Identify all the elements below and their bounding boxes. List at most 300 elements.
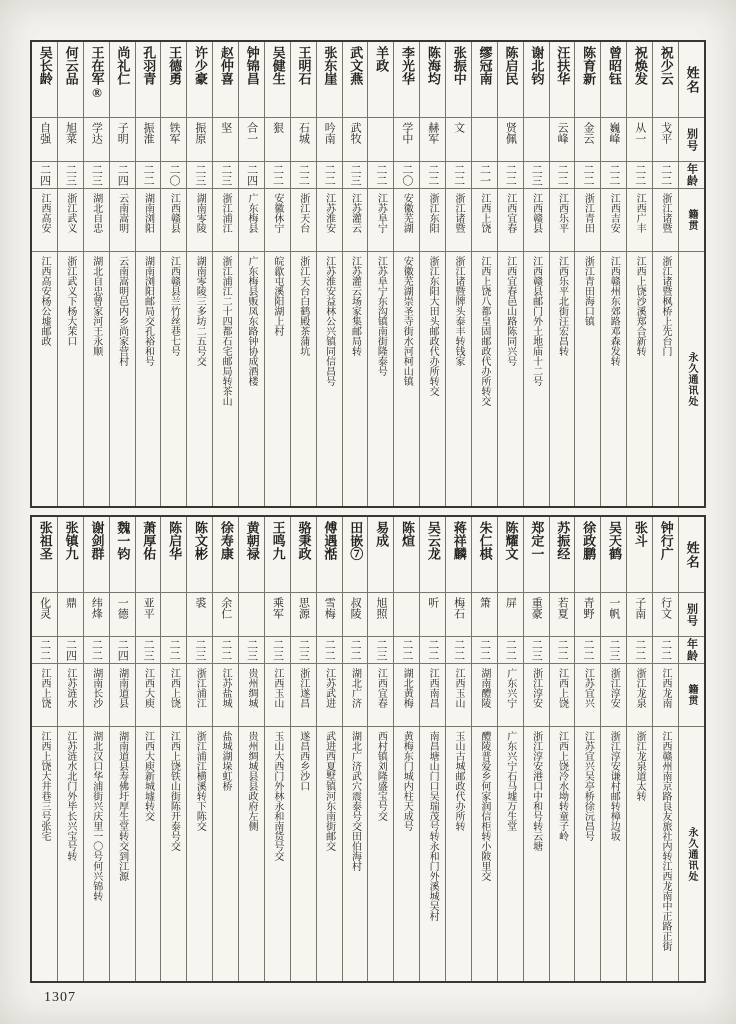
person-age: 二二 bbox=[607, 164, 620, 186]
person-age: 二二 bbox=[38, 639, 51, 661]
person-age: 二三 bbox=[219, 164, 232, 186]
person-origin-cell bbox=[472, 189, 497, 252]
person-name: 缪冠南 bbox=[477, 46, 493, 85]
person-age: 二四 bbox=[64, 639, 77, 661]
person-address-cell bbox=[187, 727, 212, 981]
person-age-cell bbox=[368, 162, 393, 189]
person-column bbox=[393, 517, 419, 981]
person-alias-cell bbox=[58, 118, 83, 162]
person-age-cell bbox=[627, 162, 652, 189]
directory-table-top bbox=[30, 40, 706, 508]
person-column bbox=[109, 42, 135, 506]
header-name-label: 姓名 bbox=[684, 540, 700, 569]
person-column bbox=[600, 517, 626, 981]
person-origin-cell bbox=[601, 189, 626, 252]
person-age: 二〇 bbox=[400, 164, 413, 186]
person-address-cell bbox=[291, 252, 316, 506]
person-alias-cell bbox=[110, 593, 135, 637]
person-address-cell bbox=[446, 727, 471, 981]
person-alias: 若夏 bbox=[556, 597, 569, 619]
header-alias-cell bbox=[679, 118, 704, 162]
person-origin: 江西南昌 bbox=[427, 668, 439, 708]
person-alias: 重豪 bbox=[530, 597, 543, 619]
person-age-cell bbox=[239, 162, 264, 189]
person-name: 许少豪 bbox=[192, 46, 208, 85]
person-name-cell bbox=[84, 42, 109, 118]
person-alias: 合一 bbox=[245, 122, 258, 144]
person-column bbox=[238, 517, 264, 981]
person-name-cell bbox=[265, 42, 290, 118]
person-origin: 广东兴宁 bbox=[504, 668, 516, 708]
person-age-cell bbox=[524, 162, 549, 189]
person-address: 武进西夏墅镇河东南街邮交 bbox=[323, 731, 335, 851]
person-age: 二二 bbox=[504, 164, 517, 186]
person-alias: 狠 bbox=[271, 122, 284, 133]
person-alias: 学中 bbox=[400, 122, 413, 144]
person-address-cell bbox=[524, 727, 549, 981]
person-column bbox=[471, 517, 497, 981]
person-column bbox=[445, 517, 471, 981]
person-alias-cell bbox=[265, 118, 290, 162]
person-origin-cell bbox=[265, 189, 290, 252]
person-name: 易成 bbox=[374, 521, 390, 547]
person-name: 武文燕 bbox=[348, 46, 364, 85]
person-alias: 贤佩 bbox=[504, 122, 517, 144]
person-column bbox=[574, 517, 600, 981]
person-address-cell bbox=[550, 727, 575, 981]
person-alias-cell bbox=[524, 593, 549, 637]
person-name: 祝少云 bbox=[658, 46, 674, 85]
person-age-cell bbox=[368, 637, 393, 664]
person-age: 二二 bbox=[581, 639, 594, 661]
person-alias-cell bbox=[213, 118, 238, 162]
person-alias: 一帆 bbox=[607, 597, 620, 619]
person-origin: 江西吉安 bbox=[608, 193, 620, 233]
person-address: 玉山大西门外林永和南货号交 bbox=[271, 731, 283, 861]
person-name-cell bbox=[627, 42, 652, 118]
person-origin-cell bbox=[343, 189, 368, 252]
person-address-cell bbox=[524, 252, 549, 506]
person-address-cell bbox=[575, 727, 600, 981]
person-age: 二二 bbox=[400, 639, 413, 661]
person-age-cell bbox=[498, 162, 523, 189]
person-alias: 鼎 bbox=[64, 597, 77, 608]
person-origin-cell bbox=[653, 664, 678, 727]
person-name: 陈海均 bbox=[425, 46, 441, 85]
person-alias: 武牧 bbox=[349, 122, 362, 144]
person-age: 二三 bbox=[374, 639, 387, 661]
person-name: 王鸣九 bbox=[270, 521, 286, 560]
person-alias-cell bbox=[32, 118, 57, 162]
person-alias: 行文 bbox=[659, 597, 672, 619]
person-alias: 振原 bbox=[193, 122, 206, 144]
person-address-cell bbox=[420, 727, 445, 981]
person-name-cell bbox=[187, 42, 212, 118]
person-alias-cell bbox=[601, 593, 626, 637]
person-address-cell bbox=[239, 252, 264, 506]
person-alias-cell bbox=[446, 593, 471, 637]
person-alias: 云峰 bbox=[556, 122, 569, 144]
person-origin-cell bbox=[161, 189, 186, 252]
person-alias: 文 bbox=[452, 122, 465, 133]
person-origin-cell bbox=[472, 664, 497, 727]
person-alias-cell bbox=[265, 593, 290, 637]
person-name-cell bbox=[524, 517, 549, 593]
person-name: 钟行广 bbox=[658, 521, 674, 560]
header-alias-label: 别号 bbox=[685, 127, 698, 152]
person-address: 江苏淮安益林公兴镇同信昌号 bbox=[323, 256, 335, 386]
person-age-cell bbox=[550, 162, 575, 189]
person-alias-cell bbox=[32, 593, 57, 637]
person-name-cell bbox=[575, 517, 600, 593]
person-name-cell bbox=[187, 517, 212, 593]
person-name: 祝焕发 bbox=[632, 46, 648, 85]
person-age: 二二 bbox=[659, 639, 672, 661]
person-address-cell bbox=[58, 252, 83, 506]
person-column bbox=[367, 42, 393, 506]
person-address: 浙江浦江横溪转下陈交 bbox=[194, 731, 206, 831]
person-alias: 戈平 bbox=[659, 122, 672, 144]
person-alias-cell bbox=[239, 593, 264, 637]
person-origin: 江苏涟水 bbox=[64, 668, 76, 708]
person-address-cell bbox=[110, 727, 135, 981]
person-alias: 从一 bbox=[633, 122, 646, 144]
person-alias: 一德 bbox=[116, 597, 129, 619]
person-name-cell bbox=[420, 517, 445, 593]
person-address: 安徽芜湖崇圣寺街水河柯山镇 bbox=[401, 256, 413, 386]
person-column bbox=[600, 42, 626, 506]
person-address: 浙江淳安港口中和号转云塘 bbox=[530, 731, 542, 851]
person-column bbox=[549, 517, 575, 981]
person-origin-cell bbox=[420, 664, 445, 727]
person-address-cell bbox=[84, 727, 109, 981]
person-age: 二二 bbox=[581, 164, 594, 186]
person-address: 湖南浏阳邮局交孔裕和号 bbox=[142, 256, 154, 366]
person-address: 浙江浦江二十四都石宅邮局转茶山 bbox=[220, 256, 232, 406]
person-name: 陈启华 bbox=[167, 521, 183, 560]
person-address: 江西上饶铁山街陈开泰号交 bbox=[168, 731, 180, 851]
person-origin-cell bbox=[317, 664, 342, 727]
person-name-cell bbox=[265, 517, 290, 593]
person-origin-cell bbox=[446, 664, 471, 727]
person-age: 二三 bbox=[297, 639, 310, 661]
person-name: 谢北钧 bbox=[529, 46, 545, 85]
person-alias: 箫 bbox=[478, 597, 491, 608]
person-name-cell bbox=[653, 42, 678, 118]
person-alias: 旭照 bbox=[374, 597, 387, 619]
person-age-cell bbox=[291, 637, 316, 664]
person-name: 羊政 bbox=[374, 46, 390, 72]
person-address: 浙江诸暨牌头泰丰转钱家 bbox=[453, 256, 465, 366]
person-alias-cell bbox=[575, 593, 600, 637]
person-address: 西村镇刘隆盛宝号交 bbox=[375, 731, 387, 821]
person-name-cell bbox=[575, 42, 600, 118]
person-origin: 浙江青田 bbox=[582, 193, 594, 233]
person-origin: 江西上饶 bbox=[478, 193, 490, 233]
person-age-cell bbox=[394, 162, 419, 189]
person-address: 湖南道县寿佛圩厚生堂转交到江源 bbox=[116, 731, 128, 881]
person-name: 徐政鹏 bbox=[581, 521, 597, 560]
person-origin-cell bbox=[32, 189, 57, 252]
person-alias: 铁军 bbox=[167, 122, 180, 144]
person-age-cell bbox=[524, 637, 549, 664]
person-origin-cell bbox=[58, 189, 83, 252]
person-origin: 浙江武义 bbox=[64, 193, 76, 233]
person-age-cell bbox=[601, 637, 626, 664]
person-address-cell bbox=[265, 252, 290, 506]
person-age-cell bbox=[161, 637, 186, 664]
person-name-cell bbox=[291, 42, 316, 118]
person-name-cell bbox=[498, 42, 523, 118]
person-origin: 湖南零陵 bbox=[194, 193, 206, 233]
person-alias-cell bbox=[394, 118, 419, 162]
person-alias-cell bbox=[161, 118, 186, 162]
person-name: 何云品 bbox=[63, 46, 79, 85]
person-address: 浙江天台白鹤殿茶蒲坑 bbox=[297, 256, 309, 356]
person-address-cell bbox=[213, 727, 238, 981]
person-origin: 浙江淳安 bbox=[530, 668, 542, 708]
person-name-cell bbox=[110, 42, 135, 118]
person-age-cell bbox=[446, 637, 471, 664]
person-origin-cell bbox=[524, 189, 549, 252]
header-column bbox=[678, 517, 704, 981]
person-name-cell bbox=[136, 517, 161, 593]
person-age-cell bbox=[653, 637, 678, 664]
person-column bbox=[523, 42, 549, 506]
person-alias: 青野 bbox=[581, 597, 594, 619]
person-name: 陈启民 bbox=[503, 46, 519, 85]
person-origin-cell bbox=[575, 664, 600, 727]
person-name: 赵仲喜 bbox=[218, 46, 234, 85]
person-name-cell bbox=[498, 517, 523, 593]
person-age-cell bbox=[110, 637, 135, 664]
person-origin: 浙江遂昌 bbox=[297, 668, 309, 708]
person-alias-cell bbox=[84, 118, 109, 162]
person-age: 二一 bbox=[478, 164, 491, 186]
person-address-cell bbox=[58, 727, 83, 981]
person-origin: 湖南长沙 bbox=[90, 668, 102, 708]
person-name: 苏振经 bbox=[555, 521, 571, 560]
person-origin: 江西高安 bbox=[39, 193, 51, 233]
person-address: 湖南零陵三多坊二五号交 bbox=[194, 256, 206, 366]
person-age-cell bbox=[627, 637, 652, 664]
person-name-cell bbox=[394, 517, 419, 593]
person-alias: 屏 bbox=[504, 597, 517, 608]
person-origin-cell bbox=[58, 664, 83, 727]
person-age: 二三 bbox=[349, 164, 362, 186]
person-address: 江西赣县兰竹丝巷七号 bbox=[168, 256, 180, 356]
person-column bbox=[160, 42, 186, 506]
person-column bbox=[445, 42, 471, 506]
person-address: 玉山古城邮政代办所转 bbox=[453, 731, 465, 831]
header-origin-label: 籍贯 bbox=[685, 209, 697, 231]
person-alias-cell bbox=[601, 118, 626, 162]
header-origin-label: 籍贯 bbox=[685, 684, 697, 706]
person-name-cell bbox=[472, 517, 497, 593]
person-age: 二四 bbox=[245, 164, 258, 186]
person-age: 二二 bbox=[556, 164, 569, 186]
person-column bbox=[574, 42, 600, 506]
header-address-label: 永久通讯处 bbox=[685, 826, 697, 882]
person-name-cell bbox=[343, 517, 368, 593]
person-age-cell bbox=[472, 637, 497, 664]
person-name-cell bbox=[239, 42, 264, 118]
person-name: 陈煊 bbox=[399, 521, 415, 547]
person-name: 王在军® bbox=[89, 46, 105, 100]
person-column bbox=[523, 517, 549, 981]
person-origin: 江西上饶 bbox=[556, 668, 568, 708]
person-alias: 叔陵 bbox=[349, 597, 362, 619]
person-column bbox=[264, 42, 290, 506]
person-alias: 亚平 bbox=[142, 597, 155, 619]
person-column bbox=[160, 517, 186, 981]
person-address: 浙江东阳大田头邮政代办所转交 bbox=[427, 256, 439, 396]
person-age: 二二 bbox=[271, 164, 284, 186]
person-origin-cell bbox=[627, 664, 652, 727]
person-address-cell bbox=[394, 252, 419, 506]
person-name-cell bbox=[291, 517, 316, 593]
person-age-cell bbox=[136, 637, 161, 664]
person-address: 浙江武义下杨大茉口 bbox=[64, 256, 76, 346]
header-age-label: 年龄 bbox=[685, 163, 698, 187]
person-origin: 浙江浦江 bbox=[220, 193, 232, 233]
person-origin-cell bbox=[550, 189, 575, 252]
person-address: 浙江淳安谦村邮转樟边坂 bbox=[608, 731, 620, 841]
person-column bbox=[393, 42, 419, 506]
person-age-cell bbox=[446, 162, 471, 189]
person-name: 魏一钧 bbox=[115, 521, 131, 560]
person-column bbox=[109, 517, 135, 981]
person-origin-cell bbox=[394, 189, 419, 252]
person-column bbox=[652, 42, 678, 506]
person-origin-cell bbox=[136, 664, 161, 727]
person-origin: 江西赣县 bbox=[168, 193, 180, 233]
person-address: 江西乐平北街汪宏昌转 bbox=[556, 256, 568, 356]
person-origin: 云南嵩明 bbox=[116, 193, 128, 233]
person-column bbox=[626, 517, 652, 981]
person-column bbox=[316, 517, 342, 981]
person-alias-cell bbox=[58, 593, 83, 637]
person-address-cell bbox=[472, 727, 497, 981]
person-name: 张斗 bbox=[632, 521, 648, 547]
person-column bbox=[57, 517, 83, 981]
person-name-cell bbox=[420, 42, 445, 118]
person-alias: 坚 bbox=[219, 122, 232, 133]
header-origin-cell bbox=[679, 189, 704, 252]
person-address-cell bbox=[84, 252, 109, 506]
person-origin: 江西宜春 bbox=[375, 668, 387, 708]
person-address-cell bbox=[575, 252, 600, 506]
person-name-cell bbox=[653, 517, 678, 593]
header-age-cell bbox=[679, 637, 704, 664]
person-address: 江西上饶八都皇固邮政代办所转交 bbox=[478, 256, 490, 406]
person-address: 江西宜春邑山路陈同兴号 bbox=[504, 256, 516, 366]
person-age-cell bbox=[575, 162, 600, 189]
person-column bbox=[367, 517, 393, 981]
person-name-cell bbox=[601, 517, 626, 593]
person-age-cell bbox=[84, 637, 109, 664]
person-alias-cell bbox=[84, 593, 109, 637]
header-alias-cell bbox=[679, 593, 704, 637]
person-origin: 湖北黄梅 bbox=[401, 668, 413, 708]
person-name-cell bbox=[32, 42, 57, 118]
person-column bbox=[32, 517, 57, 981]
person-age: 二三 bbox=[193, 164, 206, 186]
person-column bbox=[652, 517, 678, 981]
person-address-cell bbox=[32, 727, 57, 981]
person-origin-cell bbox=[84, 189, 109, 252]
person-address-cell bbox=[653, 727, 678, 981]
person-origin: 湖南浏阳 bbox=[142, 193, 154, 233]
person-name-cell bbox=[213, 42, 238, 118]
person-address: 浙江青田海口镇 bbox=[582, 256, 594, 326]
person-age-cell bbox=[472, 162, 497, 189]
person-origin: 江西上饶 bbox=[168, 668, 180, 708]
person-origin: 湖北广济 bbox=[349, 668, 361, 708]
person-alias-cell bbox=[136, 593, 161, 637]
person-origin-cell bbox=[110, 664, 135, 727]
person-origin-cell bbox=[368, 664, 393, 727]
person-address-cell bbox=[368, 252, 393, 506]
person-name-cell bbox=[627, 517, 652, 593]
person-alias: 思源 bbox=[297, 597, 310, 619]
person-alias-cell bbox=[627, 593, 652, 637]
person-address-cell bbox=[498, 727, 523, 981]
person-origin: 贵州绸城 bbox=[246, 668, 258, 708]
person-address-cell bbox=[653, 252, 678, 506]
person-address: 浙江龙泉道太转 bbox=[634, 731, 646, 801]
person-address: 醴陵普爱乡何家润信柜转小陂里交 bbox=[478, 731, 490, 881]
person-origin-cell bbox=[239, 189, 264, 252]
person-name: 陈育新 bbox=[581, 46, 597, 85]
person-address-cell bbox=[446, 252, 471, 506]
person-origin: 江西广丰 bbox=[634, 193, 646, 233]
person-alias: 化灵 bbox=[38, 597, 51, 619]
person-origin-cell bbox=[213, 189, 238, 252]
person-address-cell bbox=[368, 727, 393, 981]
person-column bbox=[419, 42, 445, 506]
person-name: 吴健生 bbox=[270, 46, 286, 85]
person-address-cell bbox=[317, 252, 342, 506]
person-alias: 裘 bbox=[193, 597, 206, 608]
person-origin: 浙江东阳 bbox=[427, 193, 439, 233]
person-age: 二二 bbox=[349, 639, 362, 661]
person-origin: 江西乐平 bbox=[556, 193, 568, 233]
person-age-cell bbox=[317, 162, 342, 189]
person-origin: 江西宜春 bbox=[504, 193, 516, 233]
directory-tables bbox=[30, 40, 706, 983]
person-alias-cell bbox=[653, 118, 678, 162]
person-origin-cell bbox=[368, 189, 393, 252]
person-age: 二二 bbox=[452, 164, 465, 186]
person-alias-cell bbox=[213, 593, 238, 637]
person-column bbox=[316, 42, 342, 506]
person-age: 二三 bbox=[530, 164, 543, 186]
person-origin-cell bbox=[317, 189, 342, 252]
person-address-cell bbox=[550, 252, 575, 506]
person-age-cell bbox=[394, 637, 419, 664]
person-alias: 自强 bbox=[38, 122, 51, 144]
person-name: 曾昭钰 bbox=[606, 46, 622, 85]
person-alias: 子南 bbox=[633, 597, 646, 619]
person-origin-cell bbox=[32, 664, 57, 727]
person-address-cell bbox=[627, 727, 652, 981]
person-address-cell bbox=[317, 727, 342, 981]
person-name: 徐寿康 bbox=[218, 521, 234, 560]
person-address-cell bbox=[601, 727, 626, 981]
person-alias: 乘军 bbox=[271, 597, 284, 619]
person-origin: 浙江浦江 bbox=[194, 668, 206, 708]
